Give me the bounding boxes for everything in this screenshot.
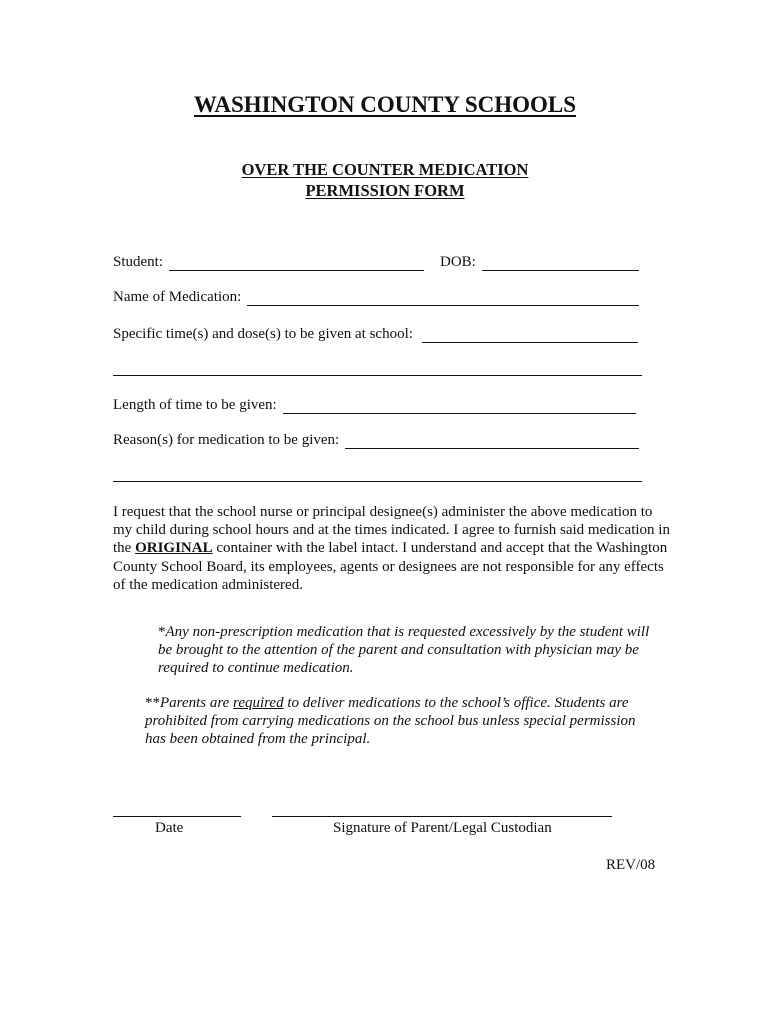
- reason-row: [113, 432, 639, 449]
- medication-row: [113, 289, 639, 306]
- required-emphasis: required: [233, 695, 284, 711]
- delivery-note: **Parents are required to deliver medications to the school’s office. Students are prohibited from carrying medications on the school bus unless special permission has been obtained from the principal.: [145, 695, 636, 747]
- form-subtitle-line2: PERMISSION FORM: [305, 181, 465, 200]
- excessive-use-note: *Any non-prescription medication that is requested excessively by the student will be brought to the attention of the parent and consultation with physician may be required to continue medication.: [158, 624, 650, 676]
- date-field[interactable]: [113, 816, 241, 817]
- reason-field[interactable]: [345, 434, 639, 449]
- dob-label: DOB:: [440, 254, 476, 270]
- time-dose-label: Specific time(s) and dose(s) to be given at school:: [113, 326, 413, 342]
- time-dose-row: [113, 326, 638, 343]
- length-row: [113, 397, 636, 414]
- signature-label: Signature of Parent/Legal Custodian: [333, 820, 552, 836]
- length-label: Length of time to be given:: [113, 397, 277, 413]
- length-field[interactable]: [283, 399, 636, 414]
- medication-field[interactable]: [247, 291, 639, 306]
- time-dose-field-extra-line[interactable]: [113, 375, 642, 376]
- consent-paragraph: I request that the school nurse or principal designee(s) administer the above medication to my child during school hours and at the times indicated. I agree to furnish said medication in the ORIGINAL container with the label intact. I understand and accept that the Washington County School Board, its employees, agents or designees are not responsible for any effects of the medication administered.: [113, 504, 670, 593]
- form-subtitle-line1: OVER THE COUNTER MEDICATION: [241, 160, 529, 179]
- reason-label: Reason(s) for medication to be given:: [113, 432, 340, 448]
- student-row: [113, 254, 639, 271]
- student-field[interactable]: [169, 256, 424, 271]
- student-label: Student:: [113, 254, 164, 270]
- dob-field[interactable]: [482, 256, 639, 271]
- date-label: Date: [155, 820, 184, 836]
- revision-code: REV/08: [606, 857, 656, 873]
- signature-field[interactable]: [272, 816, 612, 817]
- page-title: WASHINGTON COUNTY SCHOOLS: [193, 92, 577, 117]
- reason-field-extra-line[interactable]: [113, 481, 642, 482]
- time-dose-field[interactable]: [422, 328, 638, 343]
- original-emphasis: ORIGINAL: [135, 540, 213, 557]
- medication-label: Name of Medication:: [113, 289, 242, 305]
